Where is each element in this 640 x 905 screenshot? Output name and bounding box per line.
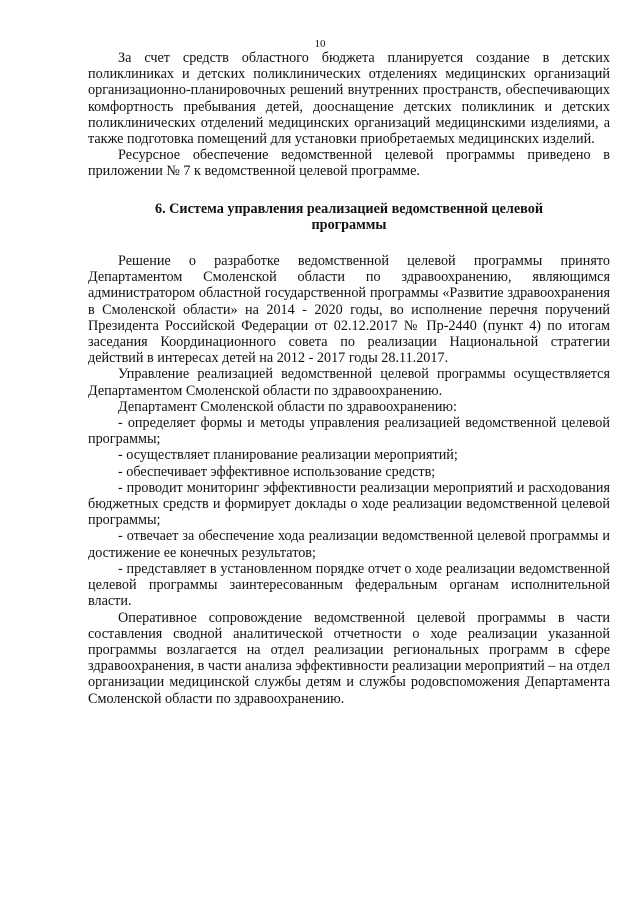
paragraph: Ресурсное обеспечение ведомственной целевой программы приведено в приложении № 7 к ведомственной целевой программе. xyxy=(88,147,610,180)
list-item: - осуществляет планирование реализации мероприятий; xyxy=(118,447,458,464)
list-item: - отвечает за обеспечение хода реализации ведомственной целевой программы и достижение ее конечных результатов; xyxy=(88,528,610,561)
section-heading-text: 6. Система управления реализацией ведомственной целевой программы xyxy=(154,200,544,233)
list-item: - определяет формы и методы управления реализацией ведомственной целевой программы; xyxy=(88,415,610,448)
section-heading xyxy=(88,201,610,233)
paragraph: Департамент Смоленской области по здравоохранению: xyxy=(118,398,457,415)
paragraph: Оперативное сопровождение ведомственной целевой программы в части составления сводной аналитической отчетности о ходе реализации указанной программы возлагается на отдел реализации региональных программ в сфере здравоохранения, в части анализа эффективности реализации мероприятий – на отдел организации медицинской службы детям и службы родовспоможения Департамента Смоленской области по здравоохранению. xyxy=(88,609,610,707)
page-content xyxy=(88,50,610,707)
page-number: 10 xyxy=(314,38,326,50)
paragraph: Управление реализацией ведомственной целевой программы осуществляется Департаментом Смоленской области по здравоохранению. xyxy=(88,366,610,399)
list-item: - обеспечивает эффективное использование средств; xyxy=(118,463,436,480)
paragraph: За счет средств областного бюджета планируется создание в детских поликлиниках и детских поликлинических отделениях медицинских организаций организационно-планировочных решений внутренних пространств, обеспечивающих комфортность пребывания детей, дооснащение детских поликлиник и детских поликлинических отделений медицинских организаций медицинскими изделиями, а также подготовка помещений для установки приобретаемых медицинских изделий. xyxy=(88,50,610,148)
paragraph: Решение о разработке ведомственной целевой программы принято Департаментом Смоленской области по здравоохранению, являющимся администратором областной государственной программы «Развитие здравоохранения в Смоленской области» на 2014 - 2020 годы, во исполнение перечня поручений Президента Российской Федерации от 02.12.2017 № Пр-2440 (пункт 4) по итогам заседания Координационного совета по реализации Национальной стратегии действий в интересах детей на 2012 - 2017 годы 28.11.2017. xyxy=(88,253,610,367)
list-item: - представляет в установленном порядке отчет о ходе реализации ведомственной целевой программы заинтересованным федеральным органам исполнительной власти. xyxy=(88,560,610,610)
list-item: - проводит мониторинг эффективности реализации мероприятий и расходования бюджетных средств и формирует доклады о ходе реализации ведомственной целевой программы; xyxy=(88,479,610,529)
